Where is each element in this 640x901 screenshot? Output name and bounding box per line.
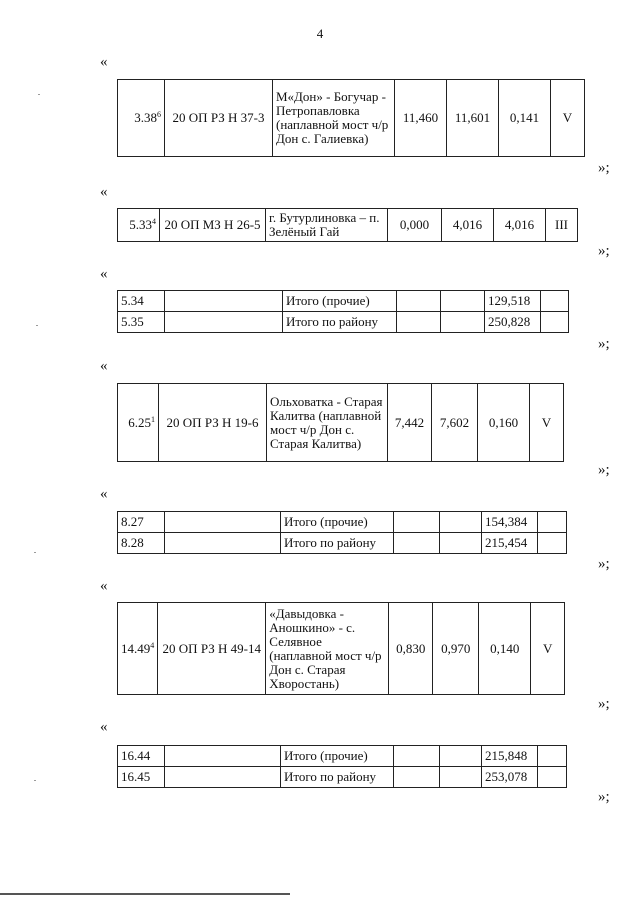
opening-quote: « (100, 486, 108, 502)
scan-speck (34, 780, 36, 781)
road-code-cell (165, 312, 283, 333)
end-km-cell (440, 746, 482, 767)
category-cell: III (546, 209, 578, 242)
table-row (118, 533, 567, 554)
road-code-cell (165, 746, 281, 767)
end-km-cell (440, 533, 482, 554)
road-code-cell: 20 ОП РЗ Н 49-14 (158, 603, 266, 695)
scan-speck (34, 552, 36, 553)
category-cell (541, 291, 569, 312)
length-cell: 250,828 (485, 312, 541, 333)
table-row (118, 384, 564, 462)
row-number-cell: 3.38$^6$ (118, 80, 165, 157)
road-code-cell (165, 291, 283, 312)
scan-edge-line (0, 893, 290, 895)
road-name-cell: Итого по району (281, 533, 394, 554)
length-cell: 215,454 (482, 533, 538, 554)
end-km-cell (440, 512, 482, 533)
length-cell: 4,016 (494, 209, 546, 242)
row-number-cell: 16.45 (118, 767, 165, 788)
road-name-cell: г. Бутурлиновка – п. Зелёный Гай (266, 209, 388, 242)
length-cell: 253,078 (482, 767, 538, 788)
road-code-cell: 20 ОП МЗ Н 26-5 (160, 209, 266, 242)
opening-quote: « (100, 184, 108, 200)
road-name-cell: Итого (прочие) (281, 746, 394, 767)
closing-quote: »; (598, 243, 610, 259)
length-cell: 0,140 (479, 603, 531, 695)
category-cell: V (531, 603, 565, 695)
length-cell: 129,518 (485, 291, 541, 312)
road-name-cell: Ольховатка - Старая Калитва (наплавной мост ч/р Дон с. Старая Калитва) (267, 384, 388, 462)
road-code-cell: 20 ОП РЗ Н 37-3 (165, 80, 273, 157)
road-name-cell: Итого по району (283, 312, 397, 333)
road-name-cell: Итого (прочие) (283, 291, 397, 312)
end-km-cell (440, 767, 482, 788)
table-row (118, 746, 567, 767)
table-row (118, 767, 567, 788)
row-number-cell: 5.33$^4$ (118, 209, 160, 242)
road-name-cell: «Давыдовка - Аношкино» - с. Селявное (наплавной мост ч/р Дон с. Старая Хворостань) (266, 603, 389, 695)
opening-quote: « (100, 358, 108, 374)
start-km-cell: 7,442 (388, 384, 432, 462)
road-code-cell: 20 ОП РЗ Н 19-6 (159, 384, 267, 462)
category-cell (538, 767, 567, 788)
road-code-cell (165, 533, 281, 554)
start-km-cell (394, 512, 440, 533)
opening-quote: « (100, 266, 108, 282)
category-cell (538, 533, 567, 554)
length-cell: 0,160 (478, 384, 530, 462)
row-number-cell: 6.25$^1$ (118, 384, 159, 462)
road-name-cell: Итого (прочие) (281, 512, 394, 533)
start-km-cell (394, 533, 440, 554)
road-table (117, 208, 578, 242)
row-number-cell: 14.49$^4$ (118, 603, 158, 695)
road-code-cell (165, 767, 281, 788)
category-cell (541, 312, 569, 333)
length-cell: 0,141 (499, 80, 551, 157)
closing-quote: »; (598, 556, 610, 572)
row-number-cell: 5.34 (118, 291, 165, 312)
start-km-cell: 11,460 (395, 80, 447, 157)
closing-quote: »; (598, 336, 610, 352)
closing-quote: »; (598, 462, 610, 478)
end-km-cell: 11,601 (447, 80, 499, 157)
category-cell: V (551, 80, 585, 157)
road-code-cell (165, 512, 281, 533)
totals-table (117, 511, 567, 554)
end-km-cell (441, 291, 485, 312)
totals-table (117, 745, 567, 788)
closing-quote: »; (598, 696, 610, 712)
closing-quote: »; (598, 789, 610, 805)
table-row (118, 291, 569, 312)
table-row (118, 512, 567, 533)
table-row (118, 80, 585, 157)
length-cell: 154,384 (482, 512, 538, 533)
length-cell: 215,848 (482, 746, 538, 767)
end-km-cell: 7,602 (432, 384, 478, 462)
row-number-cell: 8.27 (118, 512, 165, 533)
row-number-cell: 5.35 (118, 312, 165, 333)
table-row (118, 209, 578, 242)
scan-speck (38, 94, 40, 95)
category-cell (538, 512, 567, 533)
category-cell: V (530, 384, 564, 462)
road-table (117, 383, 564, 462)
table-row (118, 603, 565, 695)
end-km-cell (441, 312, 485, 333)
closing-quote: »; (598, 160, 610, 176)
scan-speck (36, 325, 38, 326)
start-km-cell: 0,830 (389, 603, 433, 695)
row-number-cell: 16.44 (118, 746, 165, 767)
end-km-cell: 0,970 (433, 603, 479, 695)
opening-quote: « (100, 578, 108, 594)
start-km-cell: 0,000 (388, 209, 442, 242)
totals-table (117, 290, 569, 333)
end-km-cell: 4,016 (442, 209, 494, 242)
page-number: 4 (316, 26, 324, 41)
start-km-cell (397, 291, 441, 312)
road-table (117, 602, 565, 695)
road-name-cell: Итого по району (281, 767, 394, 788)
table-row (118, 312, 569, 333)
opening-quote: « (100, 719, 108, 735)
road-name-cell: М«Дон» - Богучар - Петропавловка (наплавной мост ч/р Дон с. Галиевка) (273, 80, 395, 157)
opening-quote: « (100, 54, 108, 70)
start-km-cell (397, 312, 441, 333)
road-table (117, 79, 585, 157)
category-cell (538, 746, 567, 767)
start-km-cell (394, 767, 440, 788)
row-number-cell: 8.28 (118, 533, 165, 554)
start-km-cell (394, 746, 440, 767)
